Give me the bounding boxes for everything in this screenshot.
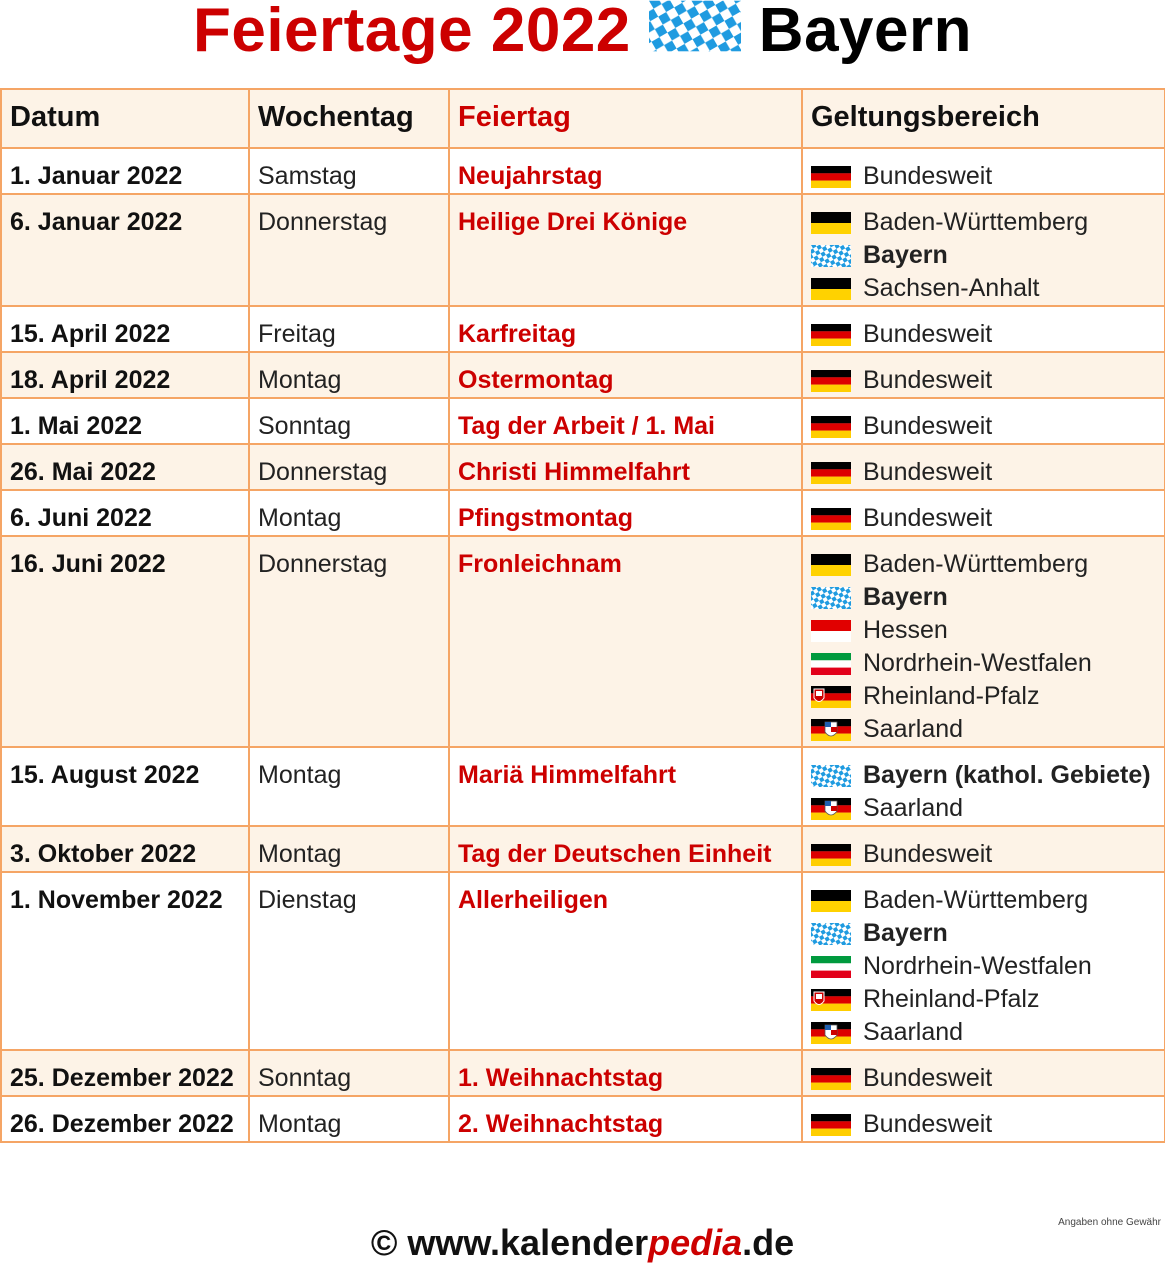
region-name: Saarland — [863, 715, 964, 743]
region-item — [811, 614, 1156, 647]
region-name: Bundesweit — [863, 366, 993, 394]
cell-holiday: Tag der Arbeit / 1. Mai — [449, 398, 802, 444]
region-name: Saarland — [863, 1018, 964, 1046]
region-item — [811, 759, 1156, 792]
region-item — [811, 917, 1156, 950]
saarland-flag-icon — [811, 719, 851, 741]
cell-date: 1. November 2022 — [1, 872, 249, 1050]
region-name: Bayern — [863, 241, 948, 269]
region-name: Baden-Württemberg — [863, 550, 1089, 578]
region-item — [811, 680, 1156, 713]
cell-scope — [802, 306, 1165, 352]
germany-flag-icon — [811, 508, 851, 530]
cell-holiday: Pfingstmontag — [449, 490, 802, 536]
germany-flag-icon — [811, 166, 851, 188]
cell-holiday: Fronleichnam — [449, 536, 802, 747]
region-item — [811, 1062, 1156, 1095]
cell-date: 6. Januar 2022 — [1, 194, 249, 306]
cell-scope — [802, 194, 1165, 306]
region-name: Bundesweit — [863, 458, 993, 486]
region-name: Hessen — [863, 616, 948, 644]
cell-date: 25. Dezember 2022 — [1, 1050, 249, 1096]
footer-url-prefix: © www.kalender — [370, 1222, 649, 1263]
cell-date: 18. April 2022 — [1, 352, 249, 398]
cell-holiday: Heilige Drei Könige — [449, 194, 802, 306]
bavaria-flag-icon — [811, 245, 851, 267]
cell-scope — [802, 1050, 1165, 1096]
region-item — [811, 160, 1156, 193]
table-row — [1, 352, 1165, 398]
footer-url-suffix: .de — [742, 1222, 795, 1263]
footer-url-highlight: pedia — [648, 1222, 743, 1263]
cell-weekday: Montag — [249, 747, 449, 826]
table-body — [1, 148, 1165, 1142]
cell-holiday: Tag der Deutschen Einheit — [449, 826, 802, 872]
cell-weekday: Montag — [249, 1096, 449, 1142]
table-row — [1, 444, 1165, 490]
germany-flag-icon — [811, 1114, 851, 1136]
cell-weekday: Sonntag — [249, 1050, 449, 1096]
cell-date: 26. Dezember 2022 — [1, 1096, 249, 1142]
region-item — [811, 272, 1156, 305]
cell-date: 3. Oktober 2022 — [1, 826, 249, 872]
region-item — [811, 983, 1156, 1016]
region-item — [811, 206, 1156, 239]
cell-weekday: Donnerstag — [249, 194, 449, 306]
cell-holiday: 2. Weihnachtstag — [449, 1096, 802, 1142]
cell-date: 1. Januar 2022 — [1, 148, 249, 194]
rheinland-pfalz-flag-icon — [811, 989, 851, 1011]
bavaria-flag-icon — [649, 0, 741, 65]
cell-holiday: Neujahrstag — [449, 148, 802, 194]
bavaria-flag-icon — [811, 587, 851, 609]
cell-scope — [802, 536, 1165, 747]
saarland-flag-icon — [811, 798, 851, 820]
nordrhein-westfalen-flag-icon — [811, 653, 851, 675]
table-row — [1, 1096, 1165, 1142]
table-row — [1, 536, 1165, 747]
cell-weekday: Montag — [249, 352, 449, 398]
table-row — [1, 1050, 1165, 1096]
region-name: Bundesweit — [863, 412, 993, 440]
region-item — [811, 950, 1156, 983]
region-item — [811, 884, 1156, 917]
cell-date: 16. Juni 2022 — [1, 536, 249, 747]
cell-scope — [802, 1096, 1165, 1142]
table-row — [1, 306, 1165, 352]
table-row — [1, 148, 1165, 194]
title-year: Feiertage 2022 — [192, 0, 631, 65]
cell-holiday: 1. Weihnachtstag — [449, 1050, 802, 1096]
rheinland-pfalz-flag-icon — [811, 686, 851, 708]
region-name: Saarland — [863, 794, 964, 822]
germany-flag-icon — [811, 1068, 851, 1090]
cell-date: 1. Mai 2022 — [1, 398, 249, 444]
holiday-table — [0, 88, 1165, 1143]
cell-weekday: Montag — [249, 826, 449, 872]
cell-scope — [802, 872, 1165, 1050]
saarland-flag-icon — [811, 1022, 851, 1044]
germany-flag-icon — [811, 416, 851, 438]
region-item — [811, 239, 1156, 272]
cell-date: 15. August 2022 — [1, 747, 249, 826]
table-row — [1, 826, 1165, 872]
sachsen-anhalt-flag-icon — [811, 278, 851, 300]
cell-weekday: Samstag — [249, 148, 449, 194]
region-name: Rheinland-Pfalz — [863, 682, 1040, 710]
table-row — [1, 194, 1165, 306]
region-item — [811, 581, 1156, 614]
cell-date: 26. Mai 2022 — [1, 444, 249, 490]
cell-scope — [802, 352, 1165, 398]
region-item — [811, 1016, 1156, 1049]
region-name: Bundesweit — [863, 320, 993, 348]
germany-flag-icon — [811, 370, 851, 392]
cell-holiday: Ostermontag — [449, 352, 802, 398]
region-name: Sachsen-Anhalt — [863, 274, 1040, 302]
region-item — [811, 713, 1156, 746]
header-date: Datum — [1, 89, 249, 148]
region-item — [811, 502, 1156, 535]
cell-weekday: Sonntag — [249, 398, 449, 444]
cell-holiday: Allerheiligen — [449, 872, 802, 1050]
region-name: Bundesweit — [863, 1110, 993, 1138]
table-row — [1, 747, 1165, 826]
region-name: Bundesweit — [863, 840, 993, 868]
cell-scope — [802, 747, 1165, 826]
region-item — [811, 364, 1156, 397]
region-item — [811, 838, 1156, 871]
region-item — [811, 318, 1156, 351]
table-header-row — [1, 89, 1165, 148]
cell-date: 6. Juni 2022 — [1, 490, 249, 536]
hessen-flag-icon — [811, 620, 851, 642]
nordrhein-westfalen-flag-icon — [811, 956, 851, 978]
page-title — [0, 0, 1165, 65]
cell-holiday: Karfreitag — [449, 306, 802, 352]
footer-url[interactable] — [0, 1222, 1165, 1264]
germany-flag-icon — [811, 462, 851, 484]
cell-scope — [802, 826, 1165, 872]
region-name: Rheinland-Pfalz — [863, 985, 1040, 1013]
cell-scope — [802, 444, 1165, 490]
cell-weekday: Montag — [249, 490, 449, 536]
cell-weekday: Donnerstag — [249, 444, 449, 490]
bavaria-flag-icon — [811, 765, 851, 787]
region-name: Bayern — [863, 919, 948, 947]
region-name: Bundesweit — [863, 504, 993, 532]
region-name: Bayern (kathol. Gebiete) — [863, 761, 1151, 789]
cell-weekday: Freitag — [249, 306, 449, 352]
region-item — [811, 456, 1156, 489]
region-name: Nordrhein-Westfalen — [863, 649, 1092, 677]
region-name: Bayern — [863, 583, 948, 611]
table-row — [1, 490, 1165, 536]
region-name: Bundesweit — [863, 162, 993, 190]
cell-scope — [802, 398, 1165, 444]
region-item — [811, 647, 1156, 680]
cell-holiday: Mariä Himmelfahrt — [449, 747, 802, 826]
disclaimer: Angaben ohne Gewähr — [1058, 1217, 1161, 1228]
baden-wuerttemberg-flag-icon — [811, 890, 851, 912]
germany-flag-icon — [811, 324, 851, 346]
baden-wuerttemberg-flag-icon — [811, 554, 851, 576]
table-row — [1, 872, 1165, 1050]
cell-scope — [802, 490, 1165, 536]
region-item — [811, 1108, 1156, 1141]
germany-flag-icon — [811, 844, 851, 866]
header-weekday: Wochentag — [249, 89, 449, 148]
title-state: Bayern — [758, 0, 973, 65]
header-holiday: Feiertag — [449, 89, 802, 148]
header-scope: Geltungsbereich — [802, 89, 1165, 148]
cell-scope — [802, 148, 1165, 194]
cell-holiday: Christi Himmelfahrt — [449, 444, 802, 490]
baden-wuerttemberg-flag-icon — [811, 212, 851, 234]
cell-date: 15. April 2022 — [1, 306, 249, 352]
region-name: Nordrhein-Westfalen — [863, 952, 1092, 980]
cell-weekday: Dienstag — [249, 872, 449, 1050]
region-item — [811, 548, 1156, 581]
region-name: Baden-Württemberg — [863, 208, 1089, 236]
region-item — [811, 792, 1156, 825]
cell-weekday: Donnerstag — [249, 536, 449, 747]
region-name: Baden-Württemberg — [863, 886, 1089, 914]
bavaria-flag-icon — [811, 923, 851, 945]
region-name: Bundesweit — [863, 1064, 993, 1092]
table-row — [1, 398, 1165, 444]
region-item — [811, 410, 1156, 443]
